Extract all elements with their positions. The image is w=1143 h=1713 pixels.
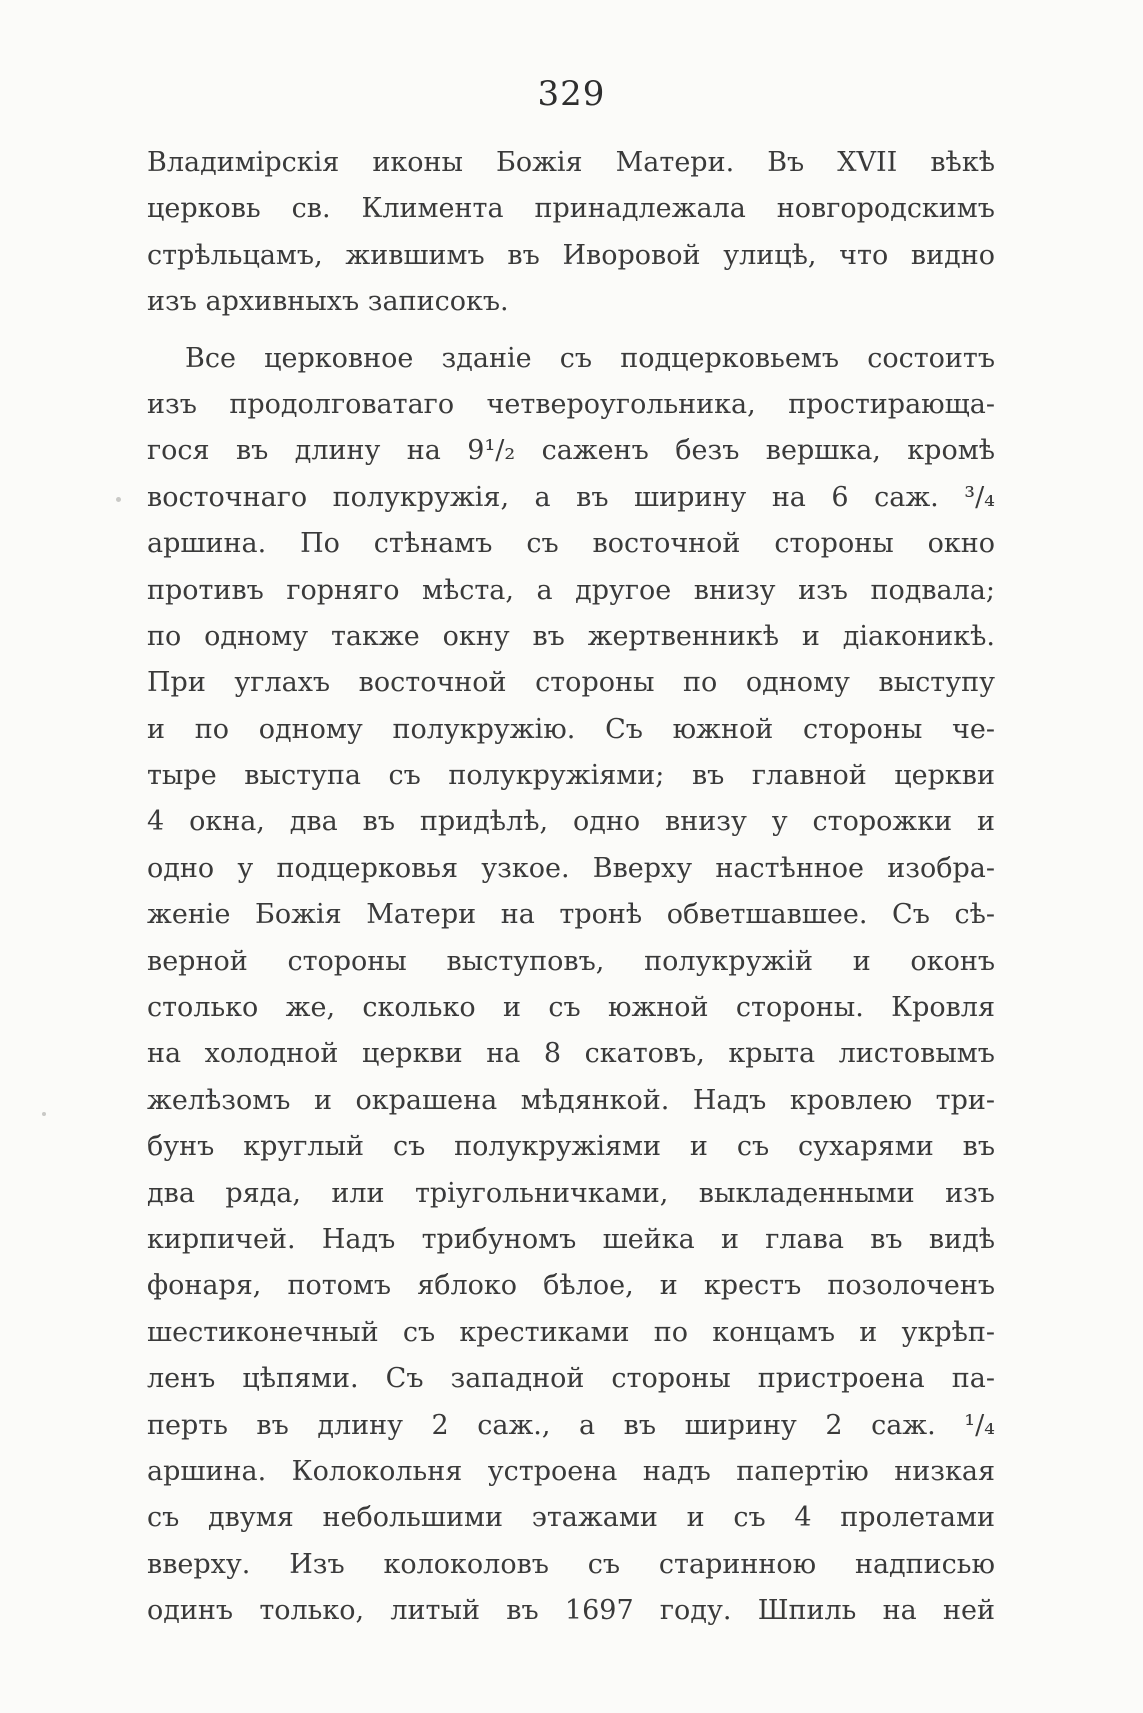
text-line: бунъ круглый съ полукружіями и съ сухарями въ [147, 1131, 995, 1163]
text-line: и по одному полукружію. Съ южной стороны че- [147, 713, 995, 745]
paper-speck [116, 497, 121, 502]
text-line: 4 окна, два въ придѣлѣ, одно внизу у сторожки и [147, 806, 995, 838]
page-number: 329 [537, 74, 606, 114]
text-line: съ двумя небольшими этажами и съ 4 пролетами [147, 1502, 995, 1534]
text-line: изъ продолговатаго четвероугольника, простирающа- [147, 388, 995, 420]
text-line: по одному также окну въ жертвенникѣ и діаконикѣ. [147, 620, 995, 652]
text-line: на холодной церкви на 8 скатовъ, крыта листовымъ [147, 1038, 995, 1070]
text-line: столько же, сколько и съ южной стороны. Кровля [147, 992, 995, 1024]
text-line: шестиконечный съ крестиками по концамъ и укрѣп- [147, 1316, 995, 1348]
text-line: аршина. По стѣнамъ съ восточной стороны окно [147, 528, 995, 560]
text-line: кирпичей. Надъ трибуномъ шейка и глава въ видѣ [147, 1223, 995, 1255]
text-line: аршина. Колокольня устроена надъ папертію низкая [147, 1455, 995, 1487]
text-line: два ряда, или тріугольничками, выкладенными изъ [147, 1177, 995, 1209]
paragraph-2 [147, 336, 995, 1635]
text-line: противъ горняго мѣста, а другое внизу изъ подвала; [147, 574, 995, 606]
text-line: стрѣльцамъ, жившимъ въ Иворовой улицѣ, что видно [147, 239, 995, 271]
body-text [147, 140, 995, 1635]
text-line: гося въ длину на 9¹/₂ саженъ безъ вершка, кромѣ [147, 435, 995, 467]
text-line: верной стороны выступовъ, полукружій и оконъ [147, 945, 995, 977]
text-line: желѣзомъ и окрашена мѣдянкой. Надъ кровлею три- [147, 1084, 995, 1116]
text-line: одно у подцерковья узкое. Вверху настѣнное изобра- [147, 852, 995, 884]
text-line: ленъ цѣпями. Съ западной стороны пристроена па- [147, 1363, 995, 1395]
paragraph-1 [147, 140, 995, 326]
text-line: восточнаго полукружія, а въ ширину на 6 саж. ³/₄ [147, 481, 995, 513]
text-line: изъ архивныхъ записокъ. [147, 286, 509, 318]
text-line: церковь св. Климента принадлежала новгородскимъ [147, 193, 995, 225]
text-line: фонаря, потомъ яблоко бѣлое, и крестъ позолоченъ [147, 1270, 995, 1302]
text-line: Владимірскія иконы Божія Матери. Въ XVII вѣкѣ [147, 147, 995, 178]
text-line: Все церковное зданіе съ подцерковьемъ состоитъ [185, 342, 995, 374]
text-line: При углахъ восточной стороны по одному выступу [147, 667, 995, 699]
paper-speck [42, 1112, 46, 1116]
text-line: перть въ длину 2 саж., а въ ширину 2 саж. ¹/₄ [147, 1409, 995, 1441]
text-line: тыре выступа съ полукружіями; въ главной церкви [147, 760, 995, 792]
text-line: вверху. Изъ колоколовъ съ старинною надписью [147, 1548, 995, 1580]
text-line: одинъ только, литый въ 1697 году. Шпиль на ней [147, 1595, 995, 1627]
text-line: женіе Божія Матери на тронѣ обветшавшее. Съ сѣ- [147, 899, 995, 931]
